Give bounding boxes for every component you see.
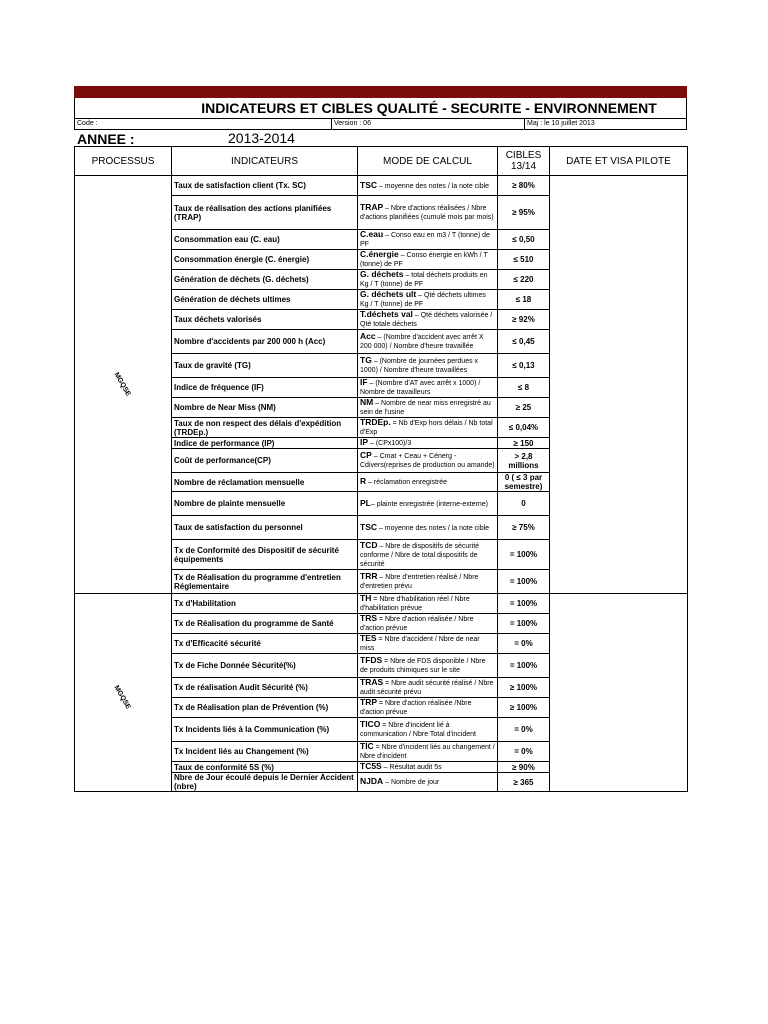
mode-formula: – Conso eau en m3 / T (tonne) de PF (360, 232, 490, 248)
mode-abbr: Acc (360, 331, 376, 341)
mode-cell (358, 378, 498, 398)
indicateur-cell: Nbre de Jour écoulé depuis le Dernier Accident (nbre) (172, 773, 358, 792)
mode-formula: – moyenne des notes / la note cible (377, 524, 490, 532)
cible-cell: ≥ 25 (498, 398, 550, 418)
indicateur-cell: Tx d'Habilitation (172, 594, 358, 614)
mode-cell (358, 492, 498, 516)
mode-formula: = Nbre de FDS disponible / Nbre de produits chimiques sur le site (360, 658, 486, 674)
mode-formula: – Nbre de dispositifs de sécurité conforme / Nbre de total dispositifs de sécurité (360, 542, 480, 568)
mode-formula: – moyenne des notes / la note cible (377, 182, 490, 190)
indicateur-cell: Nombre d'accidents par 200 000 h (Acc) (172, 330, 358, 354)
mode-formula: – (Nombre de journées perdues x 1000) / Nombre d'heure travaillées (360, 358, 479, 374)
indicateur-cell: Tx de Réalisation du programme de Santé (172, 614, 358, 634)
mode-cell (358, 449, 498, 473)
document-title: INDICATEURS ET CIBLES QUALITÉ - SECURITE - ENVIRONNEMENT (201, 100, 657, 116)
title-spacer (75, 98, 172, 118)
mode-cell (358, 516, 498, 540)
indicateur-cell: Taux de satisfaction du personnel (172, 516, 358, 540)
table-row (75, 594, 688, 614)
mode-cell (358, 250, 498, 270)
mode-formula: – Qté déchets valorisée / Qté totale déchets (360, 312, 493, 328)
mode-abbr: R (360, 476, 367, 486)
cible-cell: = 100% (498, 570, 550, 594)
indicateur-cell: Taux de réalisation des actions planifiées (TRAP) (172, 196, 358, 230)
mode-cell (358, 570, 498, 594)
visa-cell[interactable] (550, 176, 688, 594)
code-label: Code : (75, 119, 332, 129)
mode-formula: – (Nombre d'AT avec arrêt x 1000) / Nombre de travailleurs (360, 380, 481, 396)
mode-abbr: PL (360, 497, 371, 508)
mode-formula: – Cmat + Ceau + Cénerg - Cdivers(reprises de production ou amande) (360, 453, 495, 469)
indicateur-cell: Consommation énergie (C. énergie) (172, 250, 358, 270)
col-processus: PROCESSUS (75, 147, 172, 176)
cible-cell: ≤ 510 (498, 250, 550, 270)
mode-cell (358, 718, 498, 742)
mode-cell (358, 270, 498, 290)
document-page (74, 86, 687, 792)
processus-cell (75, 176, 172, 594)
cible-cell: ≥ 92% (498, 310, 550, 330)
mode-cell (358, 654, 498, 678)
mode-formula: = Nbre d'action réalisée / Nbre d'action prévue (360, 616, 474, 632)
processus-label: MGQSE (112, 684, 132, 711)
cible-cell: ≥ 90% (498, 762, 550, 773)
mode-formula: – Résultat audit 5s (381, 764, 442, 771)
indicators-table (74, 146, 688, 792)
mode-abbr: TRAP (360, 202, 384, 212)
mode-formula: – total déchets produits en Kg / T (tonne) de PF (360, 272, 488, 288)
mode-cell (358, 698, 498, 718)
indicateur-cell: Indice de performance (IP) (172, 438, 358, 449)
mode-abbr: T.déchets val (360, 309, 413, 319)
mode-abbr: IF (360, 377, 368, 387)
mode-cell (358, 310, 498, 330)
indicateur-cell: Consommation eau (C. eau) (172, 230, 358, 250)
mode-cell (358, 473, 498, 492)
mode-abbr: TRS (360, 613, 377, 623)
meta-row (74, 119, 687, 130)
cible-cell: = 100% (498, 614, 550, 634)
mode-cell (358, 354, 498, 378)
mode-cell (358, 678, 498, 698)
mode-abbr: TFDS (360, 655, 383, 665)
mode-formula: = Nbre d'incident lié à communication / Nbre Total d'incident (360, 722, 476, 738)
table-body (75, 176, 688, 792)
mode-formula: – plainte enregistrée (interne-externe) (370, 500, 488, 508)
mode-abbr: NJDA (360, 776, 384, 786)
indicateur-cell: Tx de Conformité des Dispositif de sécurité équipements (172, 540, 358, 570)
cible-cell: ≥ 150 (498, 438, 550, 449)
mode-cell (358, 614, 498, 634)
mode-abbr: TCD (360, 539, 378, 550)
maj-label: Maj : le 10 juillet 2013 (527, 120, 595, 127)
cible-cell: ≤ 0,50 (498, 230, 550, 250)
header-red-bar (74, 86, 687, 98)
cible-cell: ≥ 80% (498, 176, 550, 196)
indicateur-cell: Tx Incidents liés à la Communication (%) (172, 718, 358, 742)
visa-cell[interactable] (550, 594, 688, 792)
mode-formula: = Nbre audit sécurité réalisé / Nbre audit sécurité prévu (360, 680, 494, 696)
mode-abbr: G. déchets ult (360, 289, 417, 299)
cible-cell: 0 ( ≤ 3 par semestre) (498, 473, 550, 492)
mode-abbr: TICO (360, 719, 381, 729)
mode-formula: – (Nombre d'accident avec arrêt X 200 000) / Nombre d'heure travaillée (360, 334, 484, 350)
mode-formula: – Qté déchets ultimes Kg / T (tonne) de PF (360, 292, 486, 308)
indicateur-cell: Nombre de réclamation mensuelle (172, 473, 358, 492)
cible-cell: = 0% (498, 634, 550, 654)
mode-cell (358, 438, 498, 449)
cible-cell: ≥ 100% (498, 698, 550, 718)
cible-cell: = 0% (498, 742, 550, 762)
cible-cell: ≥ 95% (498, 196, 550, 230)
mode-formula: = Nbre d'habilitation réel / Nbre d'habilitation prévue (360, 596, 470, 612)
mode-abbr: TSC (360, 521, 377, 532)
mode-cell (358, 742, 498, 762)
cible-cell: ≥ 365 (498, 773, 550, 792)
mode-abbr: TRR (360, 571, 378, 581)
mode-cell (358, 330, 498, 354)
cible-cell: 0 (498, 492, 550, 516)
indicateur-cell: Nombre de plainte mensuelle (172, 492, 358, 516)
cible-cell: = 0% (498, 718, 550, 742)
mode-abbr: TG (360, 355, 372, 365)
indicateur-cell: Tx d'Efficacité sécurité (172, 634, 358, 654)
mode-formula: – Nbre d'entretien réalisé / Nbre d'entretien prévu (360, 574, 479, 590)
indicateur-cell: Coût de performance(CP) (172, 449, 358, 473)
mode-cell (358, 196, 498, 230)
mode-formula: – Nombre de jour (383, 779, 440, 786)
mode-cell (358, 398, 498, 418)
col-mode: MODE DE CALCUL (358, 147, 498, 176)
cible-cell: ≤ 0,13 (498, 354, 550, 378)
mode-cell (358, 634, 498, 654)
annee-value: 2013-2014 (228, 130, 295, 146)
mode-cell (358, 762, 498, 773)
cible-cell: = 100% (498, 654, 550, 678)
indicateur-cell: Tx de réalisation Audit Sécurité (%) (172, 678, 358, 698)
indicateur-cell: Génération de déchets (G. déchets) (172, 270, 358, 290)
processus-label: MGQSE (112, 371, 132, 398)
annee-label: ANNEE : (77, 131, 135, 147)
indicateur-cell: Tx Incident liés au Changement (%) (172, 742, 358, 762)
mode-abbr: C.eau (360, 229, 384, 239)
mode-abbr: TRDEp. (360, 417, 391, 427)
table-row (75, 176, 688, 196)
indicateur-cell: Taux de conformité 5S (%) (172, 762, 358, 773)
mode-abbr: C.énergie (360, 249, 399, 259)
cible-cell: > 2,8 millions (498, 449, 550, 473)
indicateur-cell: Taux de satisfaction client (Tx. SC) (172, 176, 358, 196)
mode-abbr: CP (360, 450, 372, 460)
mode-cell (358, 290, 498, 310)
col-indicateurs: INDICATEURS (172, 147, 358, 176)
mode-formula: = Nbre d'incident liés au changement / Nbre d'incident (360, 744, 495, 760)
col-visa: DATE ET VISA PILOTE (550, 147, 688, 176)
mode-abbr: TES (360, 633, 377, 643)
mode-formula: = Nb d'Exp hors délais / Nb total d'Exp (360, 420, 493, 436)
mode-cell (358, 540, 498, 570)
cible-cell: ≤ 18 (498, 290, 550, 310)
mode-cell (358, 773, 498, 792)
cible-cell: ≥ 100% (498, 678, 550, 698)
cible-cell: ≤ 0,04% (498, 418, 550, 438)
indicateur-cell: Tx de Fiche Donnée Sécurité(%) (172, 654, 358, 678)
version-label: Version : 06 (332, 119, 525, 129)
mode-abbr: TSC (360, 179, 377, 190)
cible-cell: = 100% (498, 594, 550, 614)
mode-cell (358, 594, 498, 614)
cible-cell: = 100% (498, 540, 550, 570)
col-cibles: CIBLES 13/14 (498, 147, 550, 176)
cible-cell: ≤ 220 (498, 270, 550, 290)
mode-abbr: TRAS (360, 677, 384, 687)
mode-cell (358, 230, 498, 250)
mode-cell (358, 418, 498, 438)
mode-formula: = Nbre d'accident / Nbre de near miss (360, 636, 480, 652)
cible-cell: ≥ 75% (498, 516, 550, 540)
indicateur-cell: Tx de Réalisation du programme d'entretien Réglementaire (172, 570, 358, 594)
indicateur-cell: Taux déchets valorisés (172, 310, 358, 330)
mode-formula: – Conso énergie en kWh / T (tonne) de PF (360, 252, 488, 268)
processus-cell (75, 594, 172, 792)
annee-row (74, 130, 687, 146)
mode-formula: = Nbre d'action réalisée /Nbre d'action prévue (360, 700, 472, 716)
indicateur-cell: Nombre de Near Miss (NM) (172, 398, 358, 418)
mode-abbr: TIC (360, 741, 374, 751)
table-header-row (75, 147, 688, 176)
cible-cell: ≤ 8 (498, 378, 550, 398)
mode-abbr: G. déchets (360, 269, 404, 279)
mode-abbr: NM (360, 397, 374, 407)
indicateur-cell: Tx de Réalisation plan de Prévention (%) (172, 698, 358, 718)
indicateur-cell: Taux de gravité (TG) (172, 354, 358, 378)
mode-abbr: TC5S (360, 761, 382, 771)
indicateur-cell: Génération de déchets ultimes (172, 290, 358, 310)
indicateur-cell: Taux de non respect des délais d'expédition (TRDEp.) (172, 418, 358, 438)
title-box (74, 98, 687, 119)
cible-cell: ≤ 0,45 (498, 330, 550, 354)
mode-formula: – Nbre d'actions réalisées / Nbre d'actions planifiées (cumulé mois par mois) (360, 205, 494, 221)
mode-abbr: IP (360, 437, 369, 447)
mode-abbr: TRP (360, 697, 377, 707)
mode-formula: – Nombre de near miss enregistré au sein de l'usine (360, 400, 491, 416)
mode-formula: – réclamation enregistrée (366, 479, 448, 486)
indicateur-cell: Indice de fréquence (IF) (172, 378, 358, 398)
mode-abbr: TH (360, 593, 372, 603)
mode-cell (358, 176, 498, 196)
mode-formula: – (CPx100)/3 (368, 440, 412, 447)
